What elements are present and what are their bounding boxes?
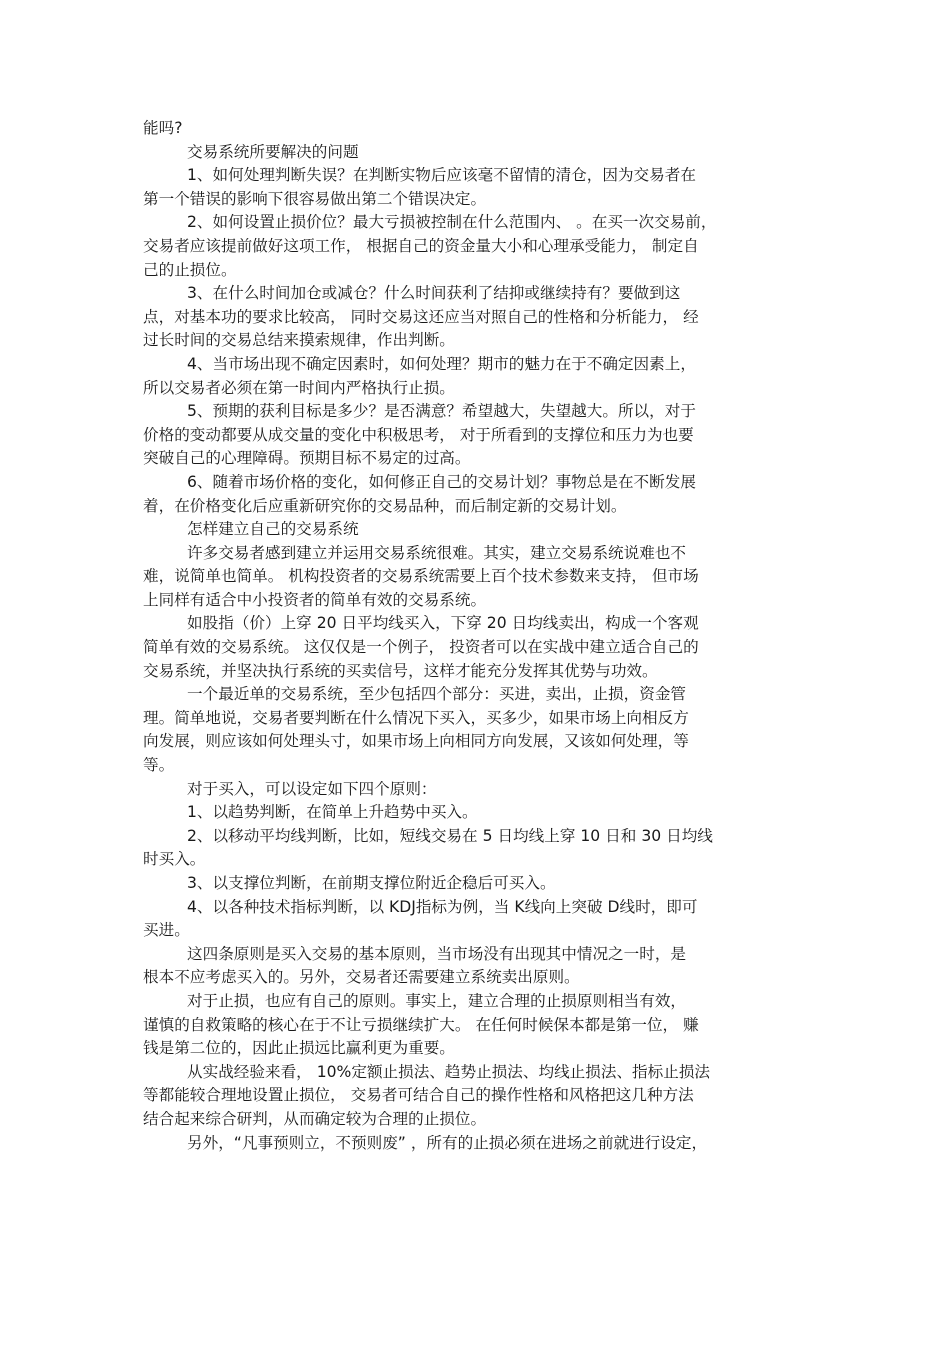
text-line: 第一个错误的影响下很容易做出第二个错误决定。 [143, 189, 487, 208]
text-line: 4、以各种技术指标判断，以 KDJ指标为例，当 K线向上突破 D线时，即可 [187, 897, 698, 916]
text-line: 这四条原则是买入交易的基本原则，当市场没有出现其中情况之一时，是 [187, 944, 687, 963]
text-line: 买进。 [143, 921, 190, 940]
text-line: 难，说简单也简单。 机构投资者的交易系统需要上百个技术参数来支持， 但市场 [143, 567, 699, 586]
text-line: 交易系统，并坚决执行系统的买卖信号，这样才能充分发挥其优势与功效。 [143, 661, 658, 680]
text-line: 根本不应考虑买入的。另外，交易者还需要建立系统卖出原则。 [143, 968, 580, 987]
text-line: 谨慎的自救策略的核心在于不让亏损继续扩大。 在任何时候保本都是第一位， 赚 [143, 1015, 699, 1034]
text-line: 着，在价格变化后应重新研究你的交易品种，而后制定新的交易计划。 [143, 496, 627, 515]
text-line: 怎样建立自己的交易系统 [187, 520, 359, 539]
text-line: 向发展，则应该如何处理头寸，如果市场上向相同方向发展，又该如何处理，等 [143, 732, 689, 751]
text-line: 从实战经验来看， 10%定额止损法、趋势止损法、均线止损法、指标止损法 [187, 1062, 711, 1081]
text-line: 许多交易者感到建立并运用交易系统很难。其实，建立交易系统说难也不 [187, 543, 687, 562]
text-line: 时买入。 [143, 850, 206, 869]
text-line: 6、随着市场价格的变化，如何修正自己的交易计划？事物总是在不断发展 [187, 472, 696, 491]
text-line: 交易系统所要解决的问题 [187, 142, 359, 161]
text-line: 5、预期的获利目标是多少？是否满意？希望越大，失望越大。所以，对于 [187, 402, 696, 421]
text-line: 一个最近单的交易系统，至少包括四个部分：买进，卖出，止损，资金管 [187, 685, 687, 704]
text-line: 1、以趋势判断，在简单上升趋势中买入。 [187, 803, 478, 822]
text-line: 2、如何设置止损价位？最大亏损被控制在什么范围内、 。在买一次交易前， [187, 213, 717, 232]
text-line: 4、当市场出现不确定因素时，如何处理？期市的魅力在于不确定因素上， [187, 354, 696, 373]
text-line: 1、如何处理判断失误？在判断实物后应该毫不留情的清仓，因为交易者在 [187, 166, 696, 185]
text-line: 交易者应该提前做好这项工作， 根据自己的资金量大小和心理承受能力， 制定自 [143, 236, 699, 255]
text-line: 所以交易者必须在第一时间内严格执行止损。 [143, 378, 455, 397]
text-line: 过长时间的交易总结来摸索规律，作出判断。 [143, 331, 455, 350]
text-line: 结合起来综合研判，从而确定较为合理的止损位。 [143, 1109, 487, 1128]
text-line: 点，对基本功的要求比较高， 同时交易这还应当对照自己的性格和分析能力， 经 [143, 307, 699, 326]
text-line: 上同样有适合中小投资者的简单有效的交易系统。 [143, 590, 487, 609]
text-line: 3、以支撑位判断，在前期支撑位附近企稳后可买入。 [187, 874, 556, 892]
document-body [143, 117, 813, 1155]
text-line: 价格的变动都要从成交量的变化中积极思考， 对于所看到的支撑位和压力为也要 [143, 425, 694, 444]
text-line: 理。简单地说，交易者要判断在什么情况下买入，买多少，如果市场上向相反方 [143, 708, 689, 727]
text-line: 突破自己的心理障碍。预期目标不易定的过高。 [143, 449, 471, 468]
text-line: 3、在什么时间加仓或减仓？什么时间获利了结抑或继续持有？要做到这 [187, 284, 681, 303]
text-line: 能吗? [143, 119, 183, 137]
text-line: 对于止损，也应有自己的原则。事实上，建立合理的止损原则相当有效， [187, 991, 687, 1010]
text-line: 己的止损位。 [143, 260, 237, 279]
text-line: 如股指（价）上穿 20 日平均线买入，下穿 20 日均线卖出，构成一个客观 [187, 614, 699, 633]
text-line: 等都能较合理地设置止损位， 交易者可结合自己的操作性格和风格把这几种方法 [143, 1086, 694, 1105]
text-line: 等。 [143, 756, 175, 775]
text-line: 另外，“凡事预则立，不预则废” ，所有的止损必须在进场之前就进行设定， [187, 1133, 708, 1152]
text-line: 简单有效的交易系统。 这仅仅是一个例子， 投资者可以在实战中建立适合自己的 [143, 638, 699, 657]
text-line: 对于买入，可以设定如下四个原则： [187, 779, 437, 798]
text-line: 钱是第二位的，因此止损远比赢利更为重要。 [143, 1039, 455, 1058]
text-line: 2、以移动平均线判断，比如，短线交易在 5 日均线上穿 10 日和 30 日均线 [187, 826, 713, 845]
